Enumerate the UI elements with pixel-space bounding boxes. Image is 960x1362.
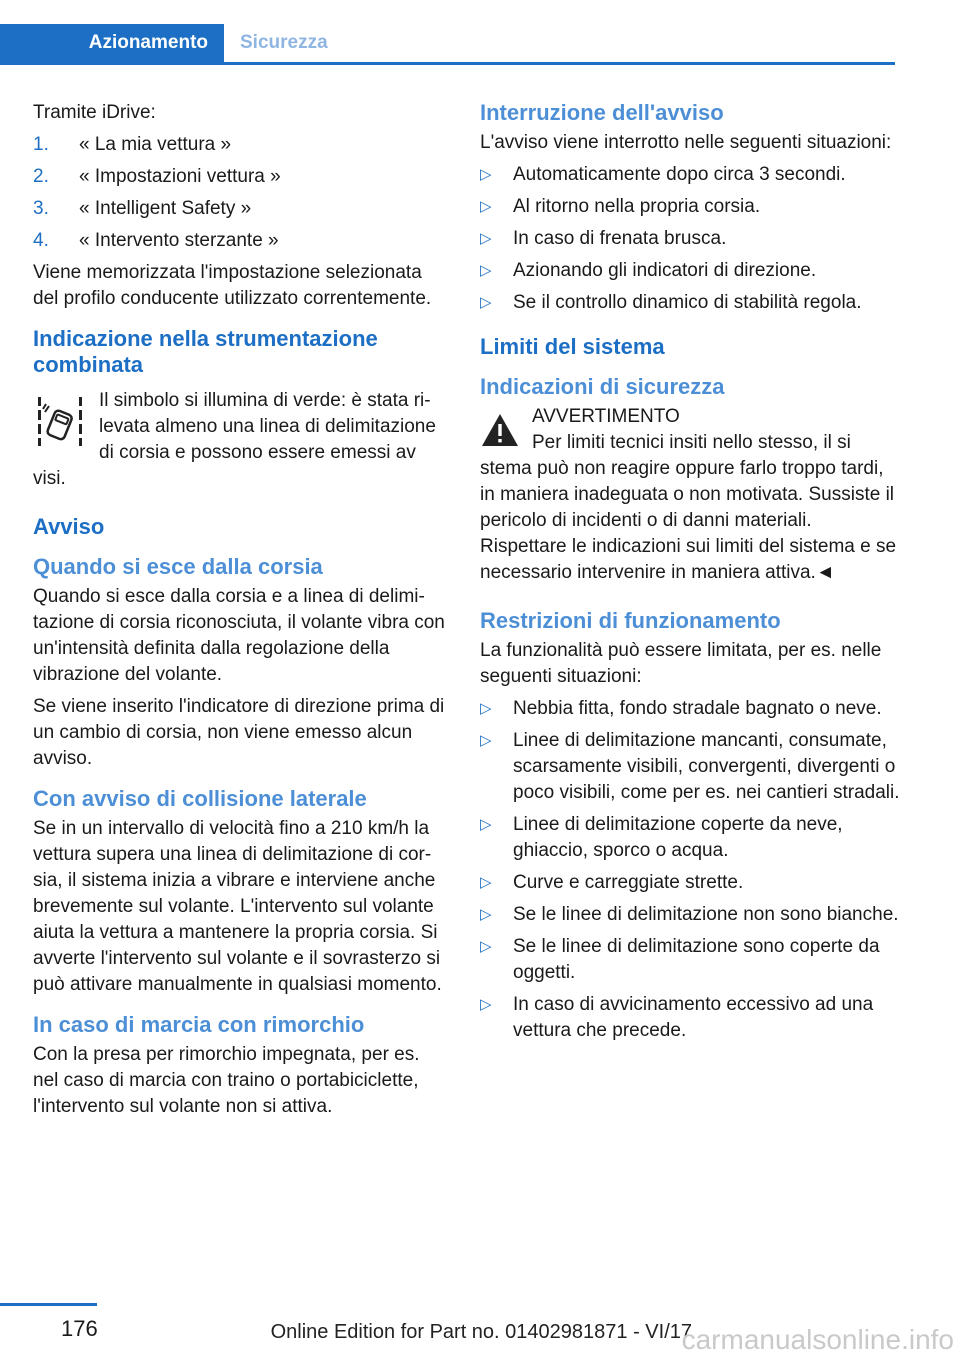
warning-block bbox=[480, 404, 900, 586]
list-item bbox=[480, 696, 900, 722]
list-item bbox=[480, 902, 900, 928]
step-number: 4. bbox=[33, 230, 49, 251]
heading-collisione: Con avviso di collisione laterale bbox=[33, 786, 367, 811]
triangle-bullet-icon: ▷ bbox=[480, 816, 492, 833]
list-item bbox=[480, 812, 900, 864]
list-item-text: Curve e carreggiate strette. bbox=[513, 872, 744, 893]
tab-azionamento[interactable]: Azionamento bbox=[0, 24, 224, 62]
step-text: « Intelligent Safety » bbox=[79, 198, 252, 219]
memo-text: Viene memorizzata l'impostazione selezionata del profilo conducente utilizzato correntemente. bbox=[33, 262, 432, 309]
step-number: 3. bbox=[33, 198, 49, 219]
esce-paragraph-2: Se viene inserito l'indicatore di direzione prima di un cambio di corsia, non viene emesso alcun avviso. bbox=[33, 696, 445, 769]
step-item bbox=[33, 228, 448, 254]
triangle-bullet-icon: ▷ bbox=[480, 732, 492, 749]
heading-esce-corsia: Quando si esce dalla corsia bbox=[33, 554, 323, 579]
triangle-bullet-icon: ▷ bbox=[480, 874, 492, 891]
heading-sicurezza: Indicazioni di sicurezza bbox=[480, 374, 725, 399]
heading-avviso: Avviso bbox=[33, 514, 105, 539]
rimorchio-paragraph: Con la presa per rimorchio impegnata, per es. nel caso di marcia con traino o portabiciclette, l'intervento sul volante non si attiva. bbox=[33, 1044, 420, 1117]
collisione-paragraph: Se in un intervallo di velocità fino a 210 km/h la vettura supera una linea di delimitazione di corsia, il sistema inizia a vibrare e interviene anche brevemente sul volante. L'intervento sul volante aiuta la vettura a mantenere la propria corsia. Si avverte l'intervento sul volante e il sovrasterzo si può attivare manualmente in qualsiasi momento. bbox=[33, 818, 442, 995]
interruzione-intro: L'avviso viene interrotto nelle seguenti situazioni: bbox=[480, 132, 892, 153]
edition-note: Online Edition for Part no. 01402981871 - VI/17 bbox=[270, 1321, 692, 1343]
list-item bbox=[480, 728, 900, 806]
interruzione-list bbox=[480, 162, 900, 316]
list-item-text: In caso di avvicinamento eccessivo ad una vettura che precede. bbox=[513, 994, 874, 1041]
triangle-bullet-icon: ▷ bbox=[480, 294, 492, 311]
list-item-text: Linee di delimitazione coperte da neve, ghiaccio, sporco o acqua. bbox=[513, 814, 843, 861]
list-item-text: Se il controllo dinamico di stabilità regola. bbox=[513, 292, 862, 313]
triangle-bullet-icon: ▷ bbox=[480, 938, 492, 955]
step-item bbox=[33, 132, 448, 158]
left-column bbox=[33, 100, 448, 1126]
lane-departure-icon bbox=[33, 394, 87, 448]
list-item bbox=[480, 194, 900, 220]
heading-interruzione: Interruzione dell'avviso bbox=[480, 100, 724, 125]
list-item-text: Al ritorno nella propria corsia. bbox=[513, 196, 761, 217]
triangle-bullet-icon: ▷ bbox=[480, 262, 492, 279]
triangle-bullet-icon: ▷ bbox=[480, 166, 492, 183]
list-item-text: Automaticamente dopo circa 3 secondi. bbox=[513, 164, 846, 185]
page-number: 176 bbox=[61, 1316, 98, 1341]
heading-restrizioni: Restrizioni di funzionamento bbox=[480, 608, 781, 633]
triangle-bullet-icon: ▷ bbox=[480, 996, 492, 1013]
list-item bbox=[480, 258, 900, 284]
step-number: 1. bbox=[33, 134, 49, 155]
list-item-text: In caso di frenata brusca. bbox=[513, 228, 727, 249]
esce-paragraph-1: Quando si esce dalla corsia e a linea di delimitazione di corsia riconosciuta, il volante vibra con un'intensità definita dalla regolazione della vibrazione del volante. bbox=[33, 586, 445, 685]
triangle-bullet-icon: ▷ bbox=[480, 700, 492, 717]
triangle-bullet-icon: ▷ bbox=[480, 198, 492, 215]
list-item-text: Se le linee di delimitazione sono coperte da oggetti. bbox=[513, 936, 880, 983]
heading-limiti: Limiti del sistema bbox=[480, 334, 665, 359]
list-item-text: Se le linee di delimitazione non sono bianche. bbox=[513, 904, 899, 925]
list-item-text: Nebbia fitta, fondo stradale bagnato o neve. bbox=[513, 698, 882, 719]
warning-text-continued: stema può non reagire oppure farlo troppo tardi, in maniera inadeguata o non motivata. Sussiste il pericolo di incidenti o di danni materiali. Rispettare le indicazioni sui limiti del sistema e se necessario intervenire in maniera attiva.◄ bbox=[480, 458, 897, 583]
triangle-bullet-icon: ▷ bbox=[480, 906, 492, 923]
heading-rimorchio: In caso di marcia con rimorchio bbox=[33, 1012, 365, 1037]
step-text: « Impostazioni vettura » bbox=[79, 166, 281, 187]
list-item bbox=[480, 934, 900, 986]
warning-title: AVVERTIMENTO bbox=[532, 406, 680, 427]
right-column bbox=[480, 100, 900, 1050]
list-item-text: Linee di delimitazione mancanti, consumate, scarsamente visibili, convergenti, divergenti o poco visibili, come per es. nei cantieri stradali. bbox=[513, 730, 900, 803]
list-item bbox=[480, 870, 900, 896]
triangle-bullet-icon: ▷ bbox=[480, 230, 492, 247]
list-item bbox=[480, 226, 900, 252]
step-item bbox=[33, 164, 448, 190]
list-item bbox=[480, 162, 900, 188]
idrive-intro: Tramite iDrive: bbox=[33, 102, 156, 123]
watermark: carmanualsonline.info bbox=[681, 1324, 954, 1355]
step-number: 2. bbox=[33, 166, 49, 187]
list-item bbox=[480, 290, 900, 316]
tab-sicurezza[interactable]: Sicurezza bbox=[240, 32, 328, 53]
footer-rule bbox=[0, 1303, 97, 1306]
list-item bbox=[480, 992, 900, 1044]
idrive-steps bbox=[33, 132, 448, 254]
heading-indicator: Indicazione nella strumentazione combinata bbox=[33, 326, 378, 377]
warning-text: Per limiti tecnici insiti nello stesso, il si bbox=[532, 432, 851, 453]
indicator-text-continued: visi. bbox=[33, 468, 66, 489]
warning-triangle-icon bbox=[480, 412, 520, 448]
step-text: « La mia vettura » bbox=[79, 134, 232, 155]
step-item bbox=[33, 196, 448, 222]
restrizioni-list bbox=[480, 696, 900, 1044]
step-text: « Intervento sterzante » bbox=[79, 230, 279, 251]
list-item-text: Azionando gli indicatori di direzione. bbox=[513, 260, 817, 281]
indicator-block bbox=[33, 388, 448, 492]
header-tabs bbox=[0, 24, 895, 65]
indicator-text: Il simbolo si illumina di verde: è stata rilevata almeno una linea di delimitazione di corsia e possono essere emessi av bbox=[99, 390, 436, 463]
restrizioni-intro: La funzionalità può essere limitata, per es. nelle seguenti situazioni: bbox=[480, 640, 882, 687]
